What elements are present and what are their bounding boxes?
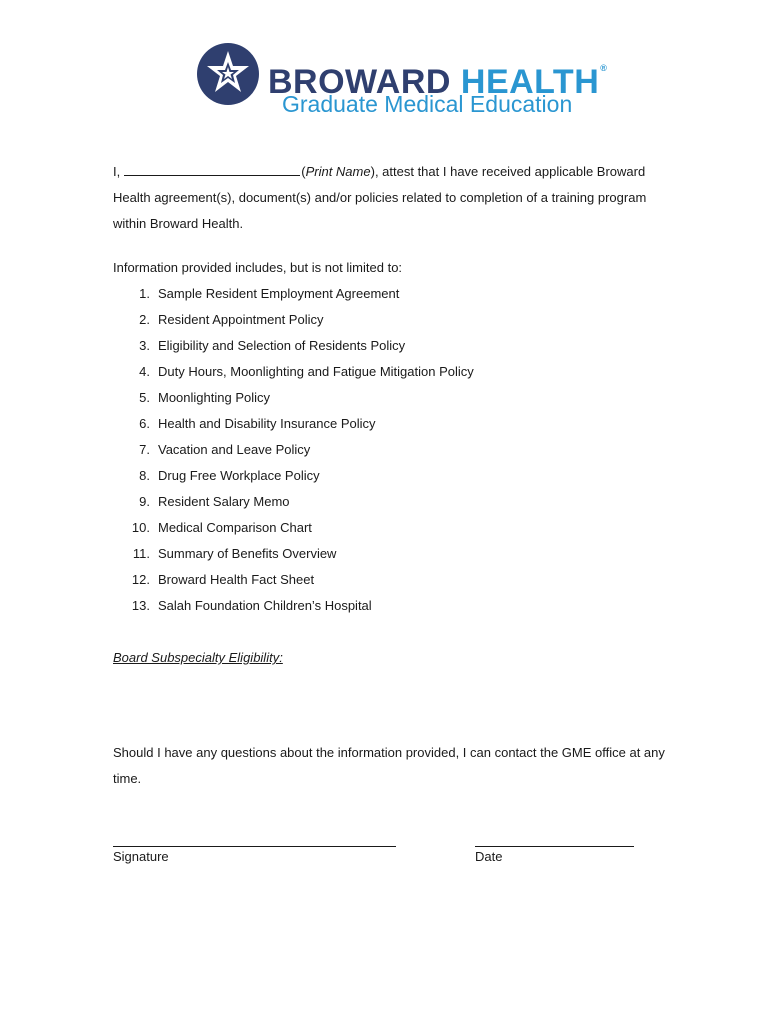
list-item <box>113 359 474 385</box>
list-item <box>113 411 474 437</box>
list-item-number: 3. <box>139 338 150 353</box>
list-item-number: 5. <box>139 390 150 405</box>
broward-health-logo <box>196 40 608 120</box>
attestation-paragraph: I, (Print Name), attest that I have received applicable Broward Health agreement(s), document(s) and/or policies related to completion of a training program within Broward Health. <box>113 164 647 231</box>
list-item-label: Health and Disability Insurance Policy <box>158 416 376 431</box>
logo-word-health: HEALTH <box>460 63 600 101</box>
list-item-label: Medical Comparison Chart <box>158 520 312 535</box>
list-item-number: 11. <box>132 546 150 561</box>
list-item <box>113 307 474 333</box>
list-item <box>113 593 474 619</box>
list-item <box>113 463 474 489</box>
list-item-label: Sample Resident Employment Agreement <box>158 286 400 301</box>
star-logo-icon <box>196 42 260 106</box>
logo-word-broward: BROWARD <box>268 63 451 101</box>
board-eligibility-heading: Board Subspecialty Eligibility: <box>113 650 283 665</box>
list-item-label: Salah Foundation Children’s Hospital <box>158 598 372 613</box>
registered-mark: ® <box>600 63 608 73</box>
list-item-number: 13. <box>131 598 150 613</box>
print-name-label: Print Name <box>305 164 371 179</box>
print-name-field[interactable] <box>124 162 300 176</box>
list-item <box>113 333 474 359</box>
list-item-label: Eligibility and Selection of Residents Policy <box>158 338 406 353</box>
list-item <box>113 437 474 463</box>
list-item <box>113 515 474 541</box>
list-item-number: 7. <box>139 442 150 457</box>
list-item-number: 1. <box>139 286 150 301</box>
list-item-number: 4. <box>139 364 150 379</box>
list-item-label: Duty Hours, Moonlighting and Fatigue Mitigation Policy <box>158 364 474 379</box>
documents-list <box>113 281 474 619</box>
list-item-number: 8. <box>139 468 150 483</box>
list-item-label: Vacation and Leave Policy <box>158 442 311 457</box>
list-item-number: 2. <box>139 312 150 327</box>
date-label: Date <box>475 849 503 864</box>
list-item-label: Broward Health Fact Sheet <box>158 572 315 587</box>
list-item-number: 6. <box>139 416 150 431</box>
list-item-number: 12. <box>131 572 150 587</box>
list-item <box>113 541 474 567</box>
list-item-number: 9. <box>139 494 150 509</box>
signature-field[interactable] <box>113 846 396 847</box>
attestation-prefix: I, <box>113 164 121 179</box>
list-item-label: Summary of Benefits Overview <box>158 546 337 561</box>
questions-paragraph: Should I have any questions about the information provided, I can contact the GME office at any time. <box>113 745 665 786</box>
list-item-label: Moonlighting Policy <box>158 390 271 405</box>
attestation-text: ), attest that I have received applicable Broward Health agreement(s), document(s) and/or policies related to completion of a training program within Broward Health. <box>113 164 647 231</box>
list-item-number: 10. <box>131 520 150 535</box>
date-field[interactable] <box>475 846 634 847</box>
signature-label: Signature <box>113 849 169 864</box>
documents-intro: Information provided includes, but is not limited to: <box>113 260 403 275</box>
list-item <box>113 281 474 307</box>
list-item <box>113 489 474 515</box>
list-item <box>113 567 474 593</box>
list-item <box>113 385 474 411</box>
list-item-label: Drug Free Workplace Policy <box>158 468 320 483</box>
list-item-label: Resident Salary Memo <box>158 494 290 509</box>
logo-subtitle: Graduate Medical Education <box>282 91 573 117</box>
list-item-label: Resident Appointment Policy <box>158 312 324 327</box>
